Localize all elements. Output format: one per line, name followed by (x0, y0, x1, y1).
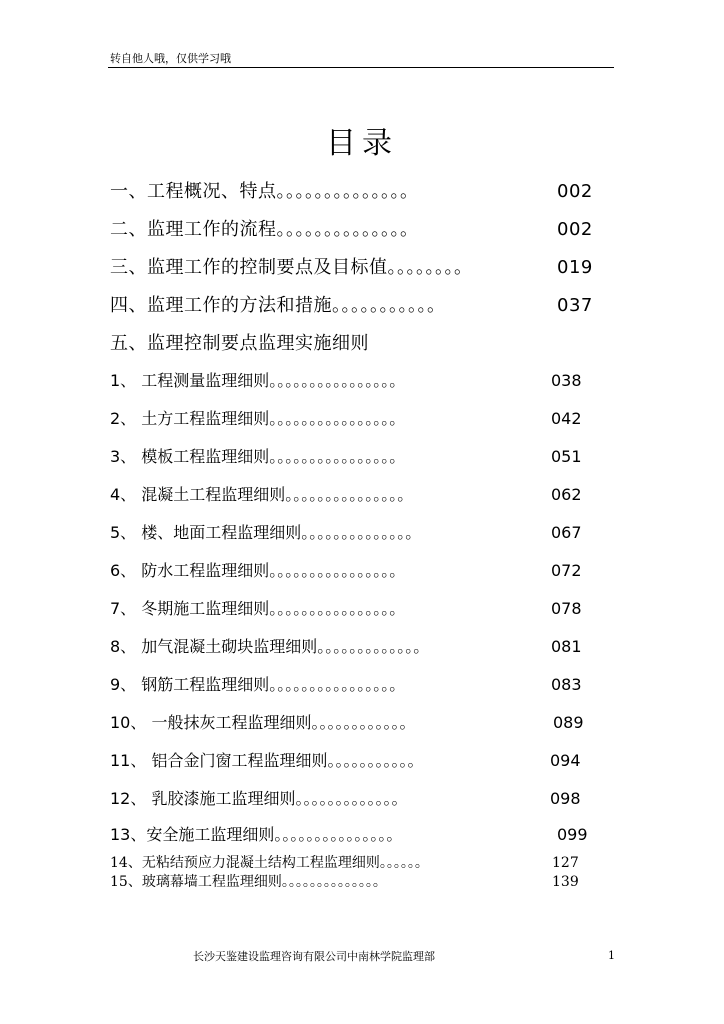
toc-entry-page: 094 (550, 751, 581, 770)
toc-entry[interactable] (110, 750, 581, 772)
toc-entry-text: 14、无粘结预应力混凝土结构工程监理细则。。。。。。 (110, 855, 429, 871)
toc-entry-text: 4、 混凝土工程监理细则。。。。。。。。。。。。。。。 (110, 485, 414, 504)
toc-entry[interactable] (110, 560, 582, 582)
toc-entry-text: 13、安全施工监理细则。。。。。。。。。。。。。。。 (110, 825, 403, 844)
header-rule (108, 67, 614, 68)
toc-entry-page: 072 (551, 561, 582, 580)
footer-company: 长沙天鉴建设监理咨询有限公司中南林学院监理部 (193, 950, 435, 963)
toc-entry[interactable] (110, 294, 593, 318)
toc-entry-text: 12、 乳胶漆施工监理细则。。。。。。。。。。。。。 (110, 789, 408, 808)
toc-entry-page: 078 (551, 599, 582, 618)
page-title: 目录 (326, 126, 398, 161)
toc-entry[interactable] (110, 484, 582, 506)
toc-entry[interactable] (110, 598, 582, 620)
toc-section-heading[interactable] (110, 332, 369, 356)
toc-entry-page: 042 (551, 409, 582, 428)
toc-entry-text: 8、 加气混凝土砌块监理细则。。。。。。。。。。。。。 (110, 637, 430, 656)
toc-entry-page: 002 (557, 181, 593, 202)
toc-entry-page: 098 (550, 789, 581, 808)
toc-entry-text: 二、监理工作的流程。。。。。。。。。。。。。。 (110, 219, 419, 240)
toc-entry[interactable] (110, 712, 584, 734)
toc-entry[interactable] (110, 674, 582, 696)
toc-entry-text: 15、玻璃幕墙工程监理细则。。。。。。。。。。。。。。 (110, 874, 387, 890)
toc-entry-page: 037 (557, 295, 593, 316)
toc-entry-page: 019 (557, 257, 593, 278)
toc-entry[interactable] (110, 370, 582, 392)
toc-entry[interactable] (110, 408, 582, 430)
toc-entry[interactable] (110, 522, 582, 544)
toc-entry[interactable] (110, 824, 588, 846)
toc-entry-text: 三、监理工作的控制要点及目标值。。。。。。。。 (110, 257, 473, 278)
toc-entry[interactable] (110, 218, 593, 242)
toc-entry[interactable] (110, 636, 582, 658)
toc-entry-page: 139 (552, 874, 579, 890)
toc-entry-page: 081 (551, 637, 582, 656)
toc-entry-text: 2、 土方工程监理细则。。。。。。。。。。。。。。。。 (110, 409, 406, 428)
header-note: 转自他人哦，仅供学习哦 (110, 52, 231, 65)
toc-entry-page: 099 (557, 825, 588, 844)
toc-entry[interactable] (110, 788, 581, 810)
toc-entry-text: 9、 钢筋工程监理细则。。。。。。。。。。。。。。。。 (110, 675, 406, 694)
toc-entry-text: 一、工程概况、特点。。。。。。。。。。。。。。 (110, 181, 419, 202)
toc-entry-page: 038 (551, 371, 582, 390)
toc-entry-text: 6、 防水工程监理细则。。。。。。。。。。。。。。。。 (110, 561, 406, 580)
toc-entry-page: 062 (551, 485, 582, 504)
toc-entry-text: 7、 冬期施工监理细则。。。。。。。。。。。。。。。。 (110, 599, 406, 618)
footer-page-number: 1 (608, 949, 615, 962)
toc-entry-page: 127 (552, 855, 579, 871)
toc-entry-page: 002 (557, 219, 593, 240)
toc-entry-page: 089 (553, 713, 584, 732)
toc-entry[interactable] (110, 446, 582, 468)
toc-entry-page: 051 (551, 447, 582, 466)
toc-entry-text: 11、 铝合金门窗工程监理细则。。。。。。。。。。。 (110, 751, 424, 770)
toc-entry-text: 五、监理控制要点监理实施细则 (110, 333, 369, 354)
toc-entry-text: 四、监理工作的方法和措施。。。。。。。。。。。 (110, 295, 446, 316)
toc-entry-text: 10、 一般抹灰工程监理细则。。。。。。。。。。。。 (110, 713, 416, 732)
toc-entry[interactable] (110, 874, 579, 891)
toc-entry-page: 083 (551, 675, 582, 694)
toc-entry[interactable] (110, 855, 579, 872)
toc-entry-text: 1、 工程测量监理细则。。。。。。。。。。。。。。。。 (110, 371, 406, 390)
toc-entry[interactable] (110, 180, 593, 204)
toc-entry[interactable] (110, 256, 593, 280)
toc-entry-page: 067 (551, 523, 582, 542)
toc-entry-text: 5、 楼、地面工程监理细则。。。。。。。。。。。。。。 (110, 523, 422, 542)
toc-entry-text: 3、 模板工程监理细则。。。。。。。。。。。。。。。。 (110, 447, 406, 466)
